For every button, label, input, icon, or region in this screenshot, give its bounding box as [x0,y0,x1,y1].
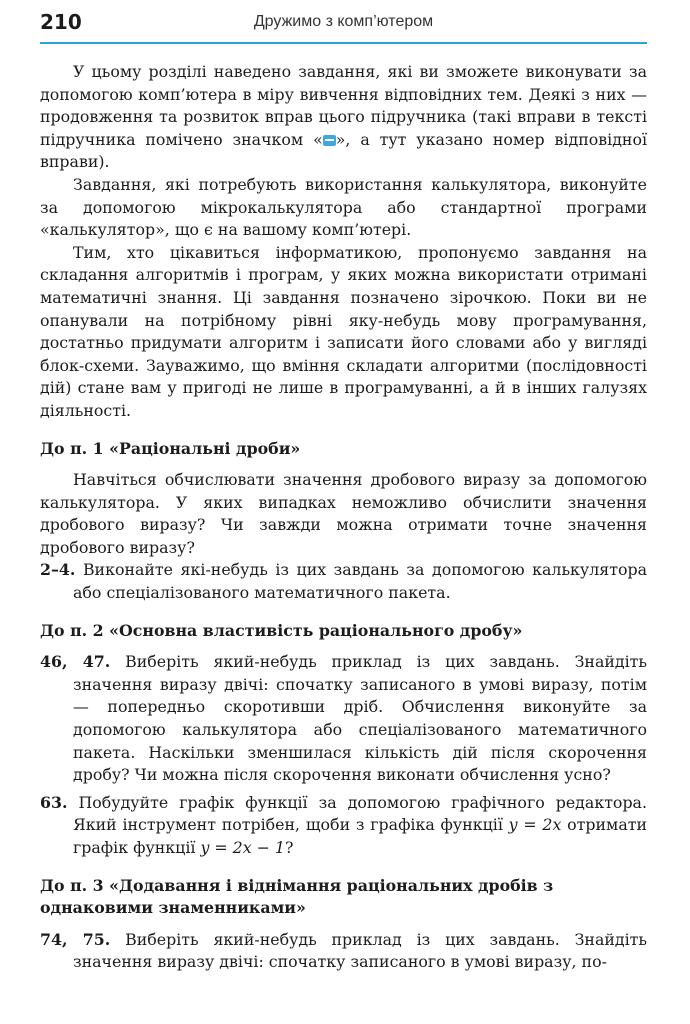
task-text: ? [284,838,294,857]
page-header [40,8,647,44]
task-text: отримати графік функції [73,815,648,857]
task-item [40,651,647,787]
task-number: 63. [40,792,68,812]
section-intro: Навчіться обчислювати значення дробового виразу за допомогою калькулятора. У яких випадках неможливо обчислити значення дробового виразу? Чи завжди можна отримати точне значення дробового виразу? [40,470,647,557]
task-item [40,792,647,860]
task-item [40,929,647,974]
running-title: Дружимо з комп’ютером [253,13,434,30]
task-text: Виберіть який-небудь приклад із цих завдань. Знайдіть значення виразу двічі: спочатку записаного в умові виразу, потім — попередньо скоротивши дріб. Обчислення виконуйте за допомогою калькулятора або спеціалізованого математичного пакета. Наскільки зменшилася кількість дій після скорочення дробу? Чи можна після скорочення виконати обчислення усно? [73,652,648,785]
math-formula: y = 2x [508,815,562,835]
page-content [40,61,647,974]
page-number: 210 [40,10,82,34]
section-heading: До п. 3 «Додавання і віднімання раціональних дробів з однаковими знаменниками» [40,875,554,918]
computer-task-icon [323,135,336,146]
math-formula: y = 2x − 1 [200,838,285,857]
task-number: 74, 75. [40,929,111,949]
section-heading: До п. 2 «Основна властивість раціонального дробу» [40,620,523,640]
intro-paragraph-3: Тим, хто цікавиться інформатикою, пропонуємо завдання на складання алгоритмів і програм, у яких можна використати отримані математичні знання. Ці завдання позначено зірочкою. Поки ви не опанували на потрібному рівні яку-небудь мову програмування, достатньо придумати алгоритм і записати його словами або у вигляді блок-схеми. Зауважимо, що вміння складати алгоритми (послідовності дій) стане вам у пригоді не лише в програмуванні, а й в інших галузях діяльності. [40,242,647,420]
task-item [40,559,647,604]
task-text: Побудуйте графік функції за допомогою графічного редактора. Який інструмент потрібен, щоби з графіка функції [73,792,647,835]
task-number: 2–4. [40,560,76,580]
intro-paragraph-1 [40,61,647,174]
task-number: 46, 47. [40,652,111,672]
intro-p1-text-after-mark: », а тут указано номер відповідної вправи). [40,129,648,172]
intro-p1-text-before-mark: У цьому розділі наведено завдання, які ви зможете виконувати за допомогою комп’ютера в міру вивчення відповідних тем. Деякі з них — продовження та розвиток вправ цього підручника (такі вправи в тексті підручника помічено значком « [40,62,647,149]
task-text: Виберіть який-небудь приклад із цих завдань. Знайдіть значення виразу двічі: спочатку записаного в умові виразу, по- [73,929,648,972]
section-heading: До п. 1 «Раціональні дроби» [40,438,301,458]
intro-paragraph-2: Завдання, які потребують використання калькулятора, виконуйте за допомогою мікрокалькулятора або стандартної програми «калькулятор», що є на вашому комп’ютері. [40,174,647,240]
task-text: Виконайте які-небудь із цих завдань за допомогою калькулятора або спеціалізованого математичного пакета. [73,560,647,603]
